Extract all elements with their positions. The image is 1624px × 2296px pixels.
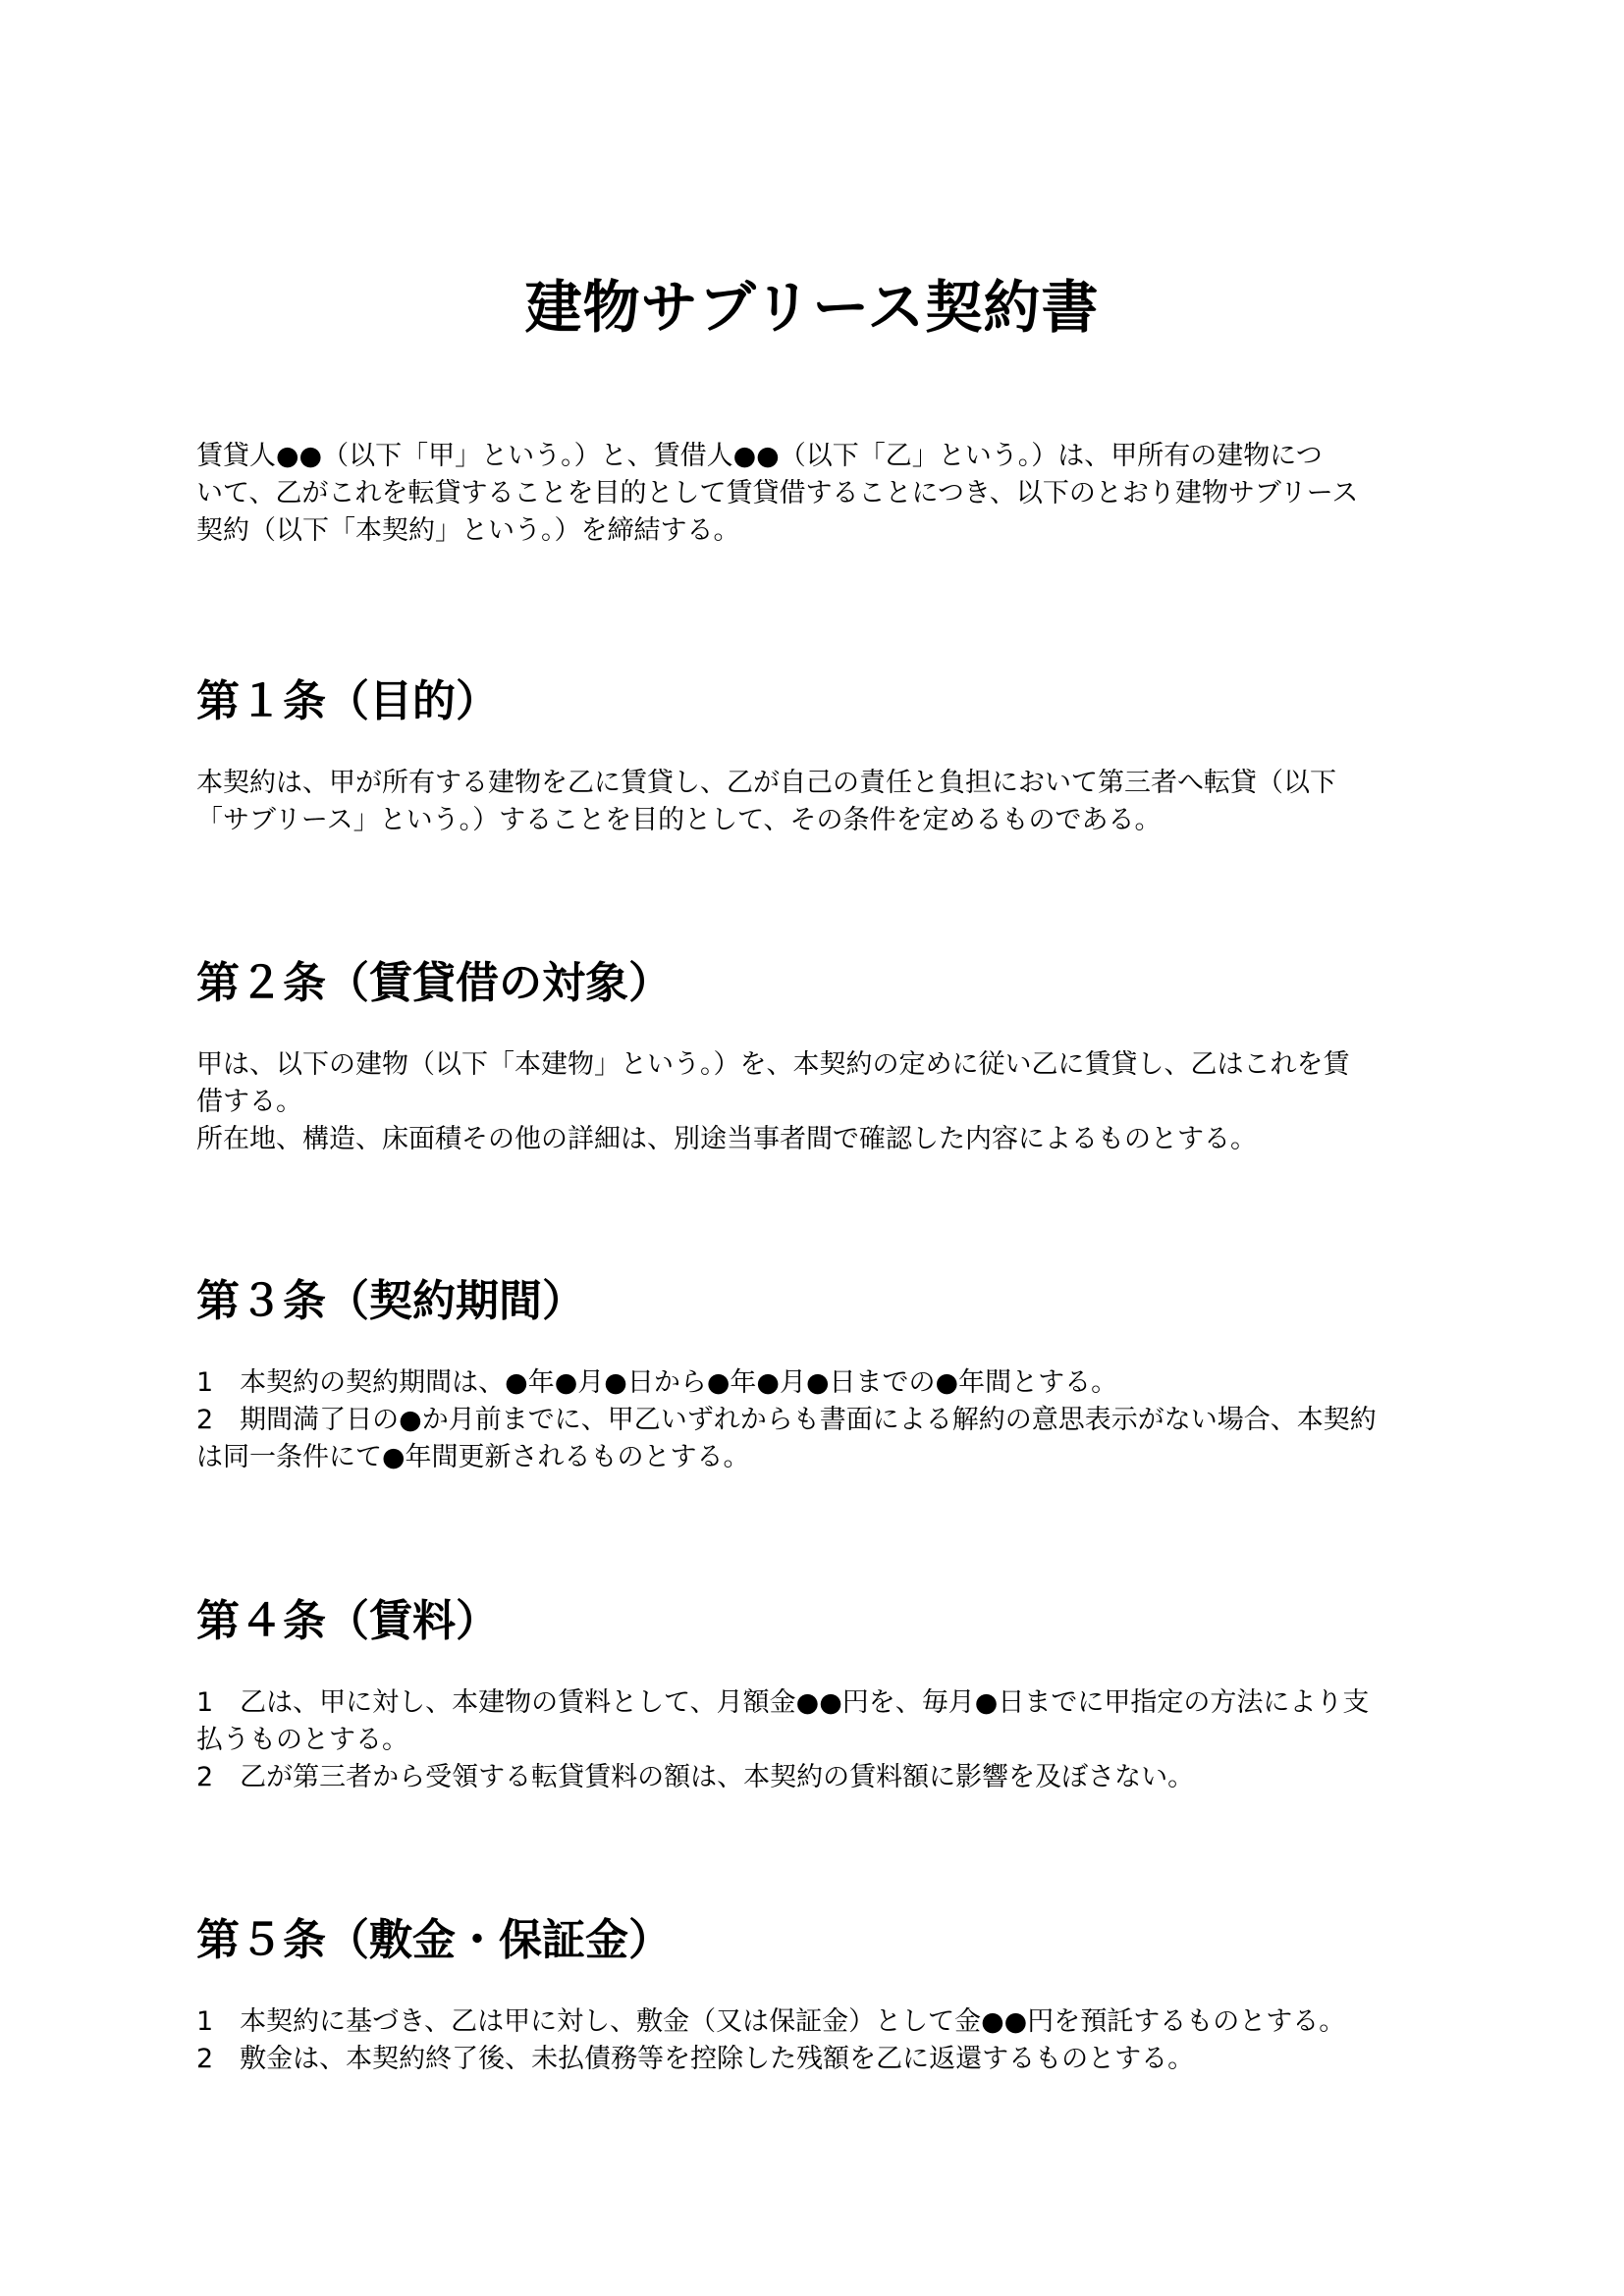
article-3-heading: 第３条（契約期間） xyxy=(196,1276,585,1326)
article-5-body xyxy=(196,2003,1434,2078)
article-2-body xyxy=(196,1046,1434,1158)
article-4-body xyxy=(196,1684,1434,1796)
intro-line: 契約（以下「本契約」という。）を締結する。 xyxy=(196,515,740,546)
intro-paragraph xyxy=(196,438,1434,550)
article-line: 「サブリース」という。）することを目的として、その条件を定めるものである。 xyxy=(196,805,1162,835)
article-line: 1 本契約の契約期間は、●年●月●日から●年●月●日までの●年間とする。 xyxy=(196,1367,1118,1398)
article-5-heading: 第５条（敷金・保証金） xyxy=(196,1915,672,1965)
article-4-heading: 第４条（賃料） xyxy=(196,1596,499,1646)
article-line: 2 敷金は、本契約終了後、未払債務等を控除した残額を乙に返還するものとする。 xyxy=(196,2044,1195,2074)
article-line: 1 乙は、甲に対し、本建物の賃料として、月額金●●円を、毎月●日までに甲指定の方法により支 xyxy=(196,1687,1370,1718)
article-line: は同一条件にて●年間更新されるものとする。 xyxy=(196,1442,750,1472)
article-1-heading: 第１条（目的） xyxy=(196,676,499,726)
article-1-body xyxy=(196,765,1434,839)
article-line: 借する。 xyxy=(196,1087,302,1117)
intro-line: いて、乙がこれを転貸することを目的として賃貸借することにつき、以下のとおり建物サブリース xyxy=(196,478,1359,508)
article-line: 1 本契約に基づき、乙は甲に対し、敷金（又は保証金）として金●●円を預託するものとする。 xyxy=(196,2006,1346,2037)
article-3-body xyxy=(196,1364,1434,1476)
intro-line: 賃貸人●●（以下「甲」という。）と、賃借人●●（以下「乙」という。）は、甲所有の建物につ xyxy=(196,441,1323,471)
article-2-heading: 第２条（賃貸借の対象） xyxy=(196,958,672,1008)
document-title: 建物サブリース契約書 xyxy=(524,274,1100,341)
article-line: 本契約は、甲が所有する建物を乙に賃貸し、乙が自己の責任と負担において第三者へ転貸（以下 xyxy=(196,768,1336,798)
article-line: 所在地、構造、床面積その他の詳細は、別途当事者間で確認した内容によるものとする。 xyxy=(196,1124,1257,1154)
article-line: 2 期間満了日の●か月前までに、甲乙いずれからも書面による解約の意思表示がない場合、本契約 xyxy=(196,1405,1377,1435)
article-line: 払うものとする。 xyxy=(196,1725,408,1755)
article-line: 2 乙が第三者から受領する転貸賃料の額は、本契約の賃料額に影響を及ぼさない。 xyxy=(196,1762,1195,1792)
article-line: 甲は、以下の建物（以下「本建物」という。）を、本契約の定めに従い乙に賃貸し、乙はこれを賃 xyxy=(196,1049,1350,1080)
